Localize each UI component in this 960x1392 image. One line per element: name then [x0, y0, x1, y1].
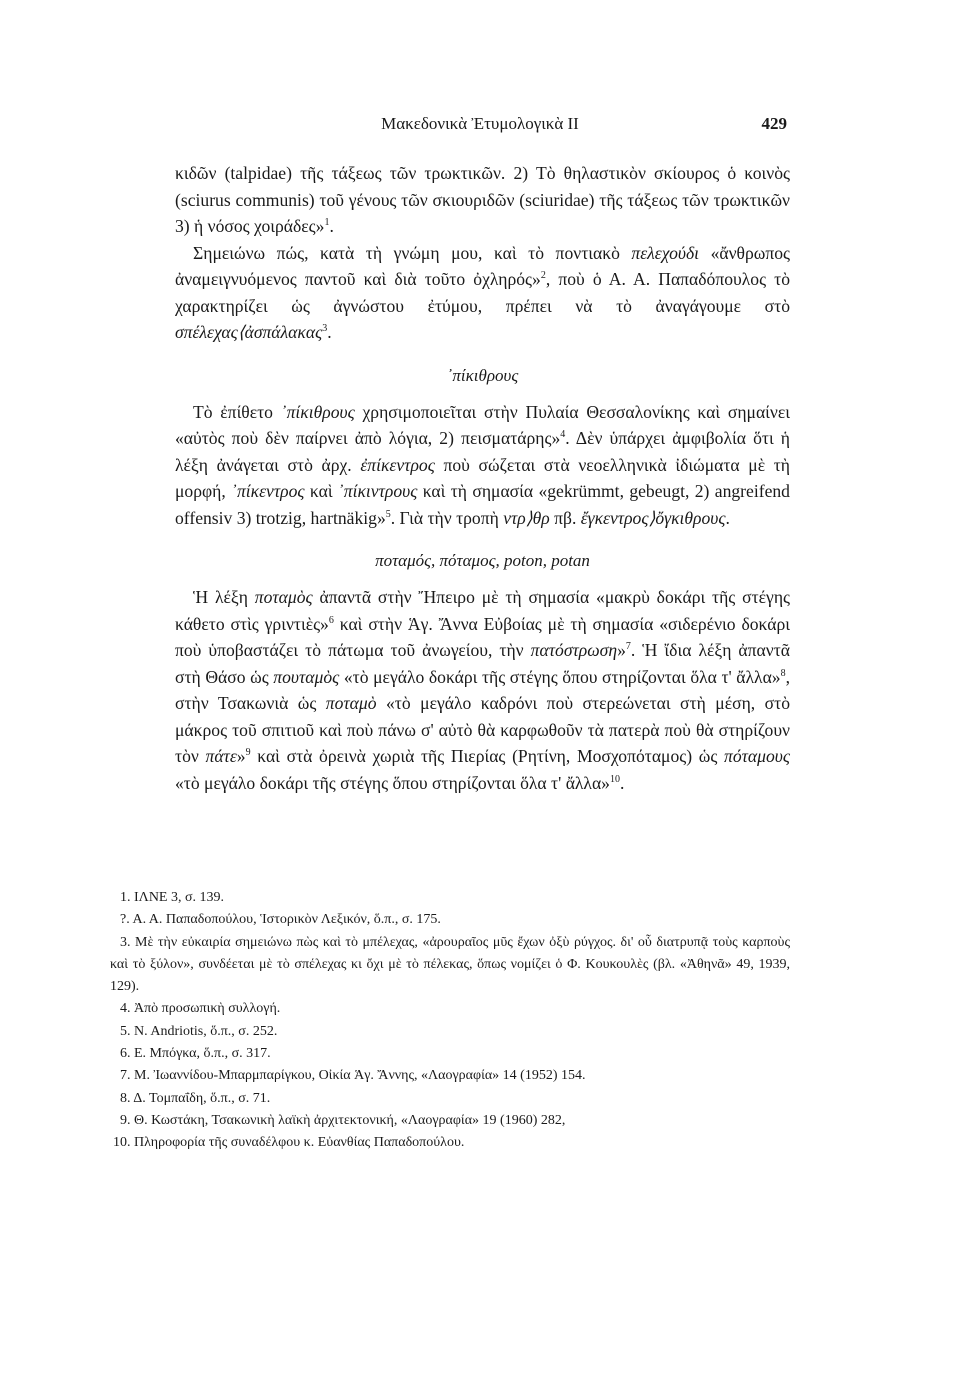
footnote-number: 5.: [120, 1023, 131, 1039]
text-run: .: [327, 322, 332, 342]
footnote: [110, 1021, 790, 1043]
italic-term: ποταμὸς: [254, 587, 313, 607]
text-run: καὶ στὴν Ἁγ. Ἄννα Εὐβοίας μὲ τὴ σημασία «σιδερένιο δοκάρι ποὺ ὑποβαστάζει τὸ πάτωμα τοῦ ἀνωγείου, τὴν: [175, 613, 790, 660]
footnote-number: 8.: [120, 1090, 131, 1106]
footnote-ref: 5: [385, 508, 391, 520]
text-run: πβ.: [549, 507, 581, 528]
text-run: «τὸ μεγάλο δοκάρι τῆς στέγης ὅπου στηρίζονται ὅλα τ' ἄλλα»: [339, 666, 781, 687]
footnote-ref: 10: [609, 773, 620, 785]
italic-term: πουταμὸς: [273, 666, 340, 687]
paragraph: [175, 584, 790, 796]
text-run: Τὸ ἐπίθετο: [193, 401, 281, 422]
text-run: . Δὲν ὑπάρχει ἀμφιβολία ὅτι ἡ λέξη ἀνάγεται στὸ ἀρχ.: [175, 428, 790, 475]
footnote: [110, 1132, 790, 1154]
italic-term: πάτε: [205, 746, 237, 766]
text-run: ἀπαντᾶ στὴν Ἤπειρο μὲ τὴ σημασία «μακρὺ δοκάρι τῆς στέγης κάθετο στὶς γριντιὲς»: [175, 587, 790, 634]
text-run: «τὸ μεγάλο δοκάρι τῆς στέγης ὅπου στηρίζονται ὅλα τ' ἄλλα»: [175, 772, 610, 793]
text-run: καὶ στὰ ὀρεινὰ χωριὰ τῆς Πιερίας (Ρητίνη, Μοσχοπόταμος) ὡς: [250, 746, 724, 766]
footnote: [110, 1088, 790, 1110]
footnote-text: Θ. Κωστάκη, Τσακωνικὴ λαϊκὴ ἀρχιτεκτονική, «Λαογραφία» 19 (1960) 282,: [134, 1112, 566, 1128]
footnote-number: 7.: [120, 1068, 131, 1084]
italic-term: πελεχούδι: [631, 242, 700, 263]
footnote: [110, 998, 790, 1020]
text-run: .: [725, 507, 730, 528]
footnote-number: 4.: [120, 1001, 131, 1017]
text-run: «ἄνθρωπος ἀναμειγνυόμενος παντοῦ καὶ διὰ τοῦτο ὀχληρός»: [175, 242, 790, 289]
footnote-text: Ἀπὸ προσωπικὴ συλλογή.: [134, 1001, 281, 1017]
footnote-number: 6.: [120, 1046, 131, 1062]
text-run: , στὴν Τσακωνιὰ ὡς: [175, 666, 790, 713]
text-run: κιδῶν (talpidae) τῆς τάξεως τῶν τρωκτικῶν. 2) Τὸ θηλαστικὸν σκίουρος ὁ κοινὸς (sciurus communis) τοῦ γένους τῶν σκιουριδῶν (sciuridae) τῆς τάξεως τῶν τρωκτικῶν 3) ἡ νόσος χοιράδες»: [175, 163, 790, 236]
footnote-text: N. Andriotis, ὅ.π., σ. 252.: [134, 1023, 278, 1039]
text-run: καὶ τὴ σημασία «gekrümmt, gebeugt, 2) angreifend offensiv 3) trotzig, hartnäkig»: [175, 481, 790, 528]
italic-term: ᾿πίκεντρος: [231, 481, 305, 501]
footnote-ref: 1: [324, 217, 330, 229]
text-run: . Ἡ ἴδια λέξη ἀπαντᾶ στὴ Θάσο ὡς: [175, 640, 790, 687]
italic-term: ᾿πίκιντρους: [337, 481, 418, 501]
footnote-ref: 3: [322, 323, 328, 335]
paragraph: [175, 240, 790, 346]
italic-term: σπέλεχας⟨ἀσπάλακας: [175, 322, 323, 342]
footnote-number: ?.: [120, 912, 130, 928]
section-heading: ᾿πίκιθρους: [446, 365, 519, 385]
text-run: Σημειώνω πώς, κατὰ τὴ γνώμη μου, καὶ τὸ ποντιακὸ: [193, 242, 632, 263]
footnote: [110, 887, 790, 909]
section-heading: ποταμός, πόταμος, poton, potan: [375, 551, 590, 570]
paragraph: [175, 399, 790, 532]
text-run: , ποὺ ὁ Α. Α. Παπαδόπουλος τὸ χαρακτηρίζει ὡς ἀγνώστου ἐτύμου, πρέπει νὰ τὸ ἀναγάγουμε στὸ: [175, 269, 791, 316]
text-run: ποὺ σώζεται στὰ νεοελληνικὰ ἰδιώματα μὲ τὴ μορφή,: [175, 454, 790, 501]
footnote: [110, 1065, 790, 1087]
footnote-text: Α. Α. Παπαδοπούλου, Ἱστορικὸν Λεξικόν, ὅ.π., σ. 175.: [132, 912, 441, 928]
page-number: 429: [761, 114, 787, 133]
footnote-ref: 2: [540, 270, 546, 282]
italic-term: ᾿πίκιθρους: [280, 401, 355, 422]
footnote: [110, 932, 790, 999]
footnote-number: 9.: [120, 1112, 131, 1128]
main-text: [175, 160, 790, 796]
footnote-text: Πληροφορία τῆς συναδέλφου κ. Εὐανθίας Παπαδοπούλου.: [134, 1135, 465, 1151]
footnote-number: 10.: [113, 1135, 131, 1151]
text-run: .: [619, 772, 625, 793]
footnote-text: Ε. Μπόγκα, ὅ.π., σ. 317.: [134, 1046, 271, 1062]
footnote-text: Μ. Ἰωαννίδου-Μπαρμπαρίγκου, Οἰκία Ἁγ. Ἄννης, «Λαογραφία» 14 (1952) 154.: [134, 1068, 586, 1084]
footnote: [110, 1043, 790, 1065]
text-run: Ἡ λέξη: [193, 587, 255, 607]
italic-term: πατόστρωση: [530, 640, 618, 660]
italic-term: ἐπίκεντρος: [360, 454, 435, 475]
running-title: Μακεδονικὰ Ἐτυμολογικὰ II: [381, 114, 579, 133]
italic-term: ντρ⟩θρ: [503, 507, 550, 528]
footnote-ref: 7: [625, 641, 631, 653]
footnote: [110, 909, 790, 931]
footnote: [110, 1110, 790, 1132]
italic-term: πόταμους: [724, 746, 790, 766]
italic-term: ποταμὸ: [325, 693, 377, 713]
footnote-text: ΙΛΝΕ 3, σ. 139.: [134, 890, 225, 905]
page-header: [0, 114, 960, 138]
footnote-text: Δ. Τομπαΐδη, ὅ.π., σ. 71.: [133, 1090, 271, 1106]
footnote-number: 1.: [120, 890, 131, 905]
text-run: »: [236, 746, 246, 766]
paragraph: κιδῶν (talpidae) τῆς τάξεως τῶν τρωκτικῶν. 2) Τὸ θηλαστικὸν σκίουρος ὁ κοινὸς (sciurus communis) τοῦ γένους τῶν σκιουριδῶν (sciuridae) τῆς τάξεως τῶν τρωκτικῶν 3) ἡ νόσος χοιράδες»$^1$.: [175, 163, 790, 236]
footnote-ref: 8: [780, 667, 786, 679]
footnotes: [110, 887, 790, 1155]
text-run: »: [617, 640, 626, 660]
footnote-text: Μὲ τὴν εὐκαιρία σημειώνω πὼς καὶ τὸ μπέλεχας, «ἀρουραῖος μῦς ἔχων ὀξὺ ρύγχος. δι' οὗ διατρυπᾷ τοὺς καρποὺς καὶ τὸ ξύλον», συνδέεται μὲ τὸ σπέλεχας κι ὄχι μὲ τὸ πέλεκας, ὅπως νομίζει ὁ Φ. Κουκουλὲς (βλ. «Ἀθηνᾶ» 49, 1939, 129).: [110, 934, 790, 995]
text-run: χρησιμοποιεῖται στὴν Πυλαία Θεσσαλονίκης καὶ σημαίνει «αὐτὸς ποὺ δὲν παίρνει ἀπὸ λόγια, 2) πεισματάρης»: [175, 401, 790, 448]
footnote-ref: 4: [560, 429, 566, 441]
text-run: «τὸ μεγάλο καδρόνι ποὺ στερεώνεται στὴ μέση, στὸ μάκρος τοῦ σπιτιοῦ καὶ ποὺ πάνω σ' αὐτὸ θὰ καρφωθοῦν τὰ πατερὰ ποὺ θὰ στηρίζουν τὸν: [175, 693, 790, 766]
footnote-number: 3.: [120, 934, 131, 950]
text-run: καὶ: [304, 481, 338, 501]
text-run: . Γιὰ τὴν τροπὴ: [390, 507, 504, 528]
italic-term: ἔγκεντρος⟩ὄγκιθρους: [580, 507, 726, 528]
footnote-ref: 9: [245, 747, 251, 759]
footnote-ref: 6: [328, 614, 334, 626]
